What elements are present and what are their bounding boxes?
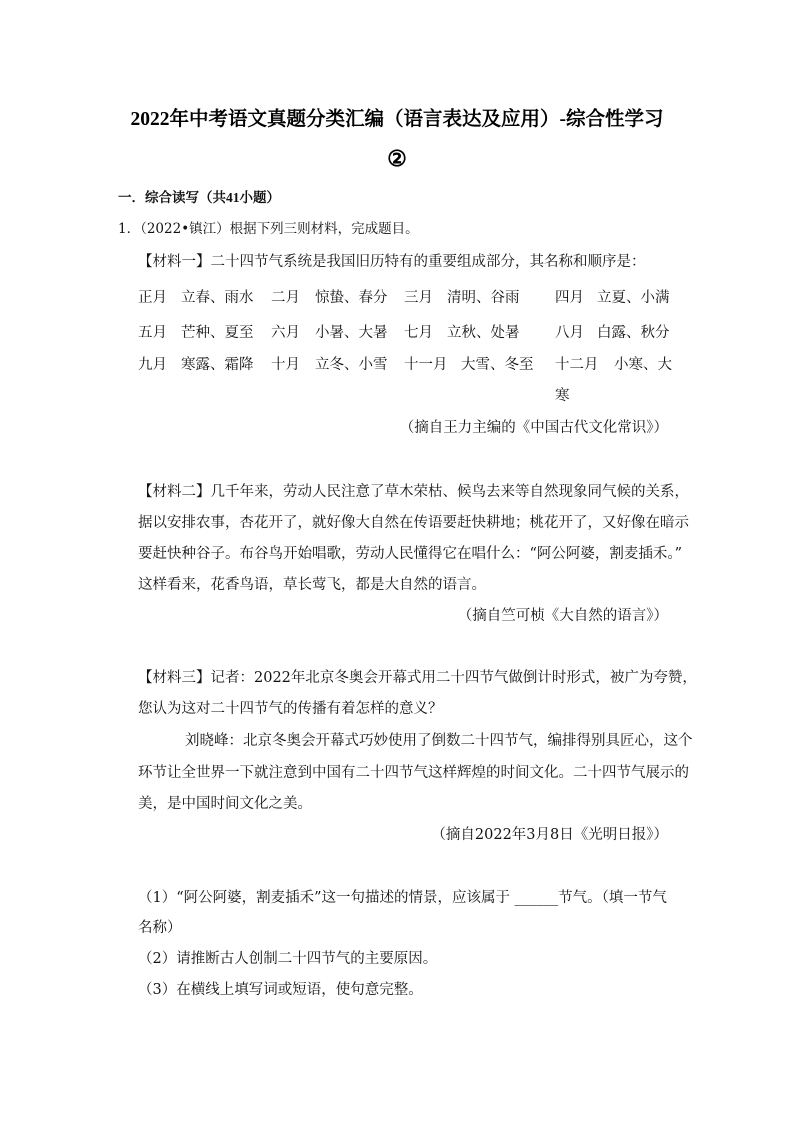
month-cell: 十二月 (555, 357, 599, 373)
document-title: 2022年中考语文真题分类汇编（语言表达及应用）-综合性学习 (130, 109, 664, 130)
question-intro: 1．（2022•镇江）根据下列三则材料，完成题目。 (118, 221, 419, 237)
material-three-line: 环节让全世界一下就注意到中国有二十四节气这样辉煌的时间文化。二十四节气展示的 (138, 765, 689, 781)
month-cell: 七月 (404, 325, 433, 341)
terms-cell: 清明、谷雨 (447, 290, 520, 306)
sub-question-1: （1）“阿公阿婆，割麦插禾”这一句描述的情景，应该属于 ______节气。（填一节气 (138, 890, 667, 906)
material-three-line: 【材料三】记者：2022年北京冬奥会开幕式用二十四节气做倒计时形式，被广为夸赞， (138, 670, 697, 686)
month-cell: 九月 (138, 357, 167, 373)
terms-cell: 立冬、小雪 (315, 357, 388, 373)
terms-cell: 小暑、大暑 (315, 325, 388, 341)
month-cell: 十月 (271, 357, 300, 373)
material-two-source: （摘自竺可桢《大自然的语言》） (457, 608, 668, 624)
month-cell: 五月 (138, 325, 167, 341)
terms-cell: 立秋、处暑 (447, 325, 520, 341)
material-two-line: 据以安排农事，杏花开了，就好像大自然在传语要赶快耕地；桃花开了，又好像在暗示 (138, 515, 689, 531)
document-title-number: ② (387, 146, 407, 171)
section-heading: 一．综合读写（共41小题） (118, 190, 280, 205)
material-three-source: （摘自2022年3月8日《光明日报》） (431, 827, 668, 843)
terms-cell-wrap: 寒 (555, 388, 570, 404)
material-three-line: 美，是中国时间文化之美。 (138, 796, 312, 812)
month-cell: 六月 (271, 325, 300, 341)
sub-question-3: （3）在横线上填写词或短语，使句意完整。 (138, 982, 423, 998)
month-cell: 三月 (404, 290, 433, 306)
terms-cell: 芒种、夏至 (181, 325, 254, 341)
terms-cell: 立夏、小满 (597, 290, 670, 306)
material-three-line: 您认为这对二十四节气的传播有着怎样的意义？ (138, 701, 443, 717)
month-cell: 八月 (555, 325, 584, 341)
terms-cell: 寒露、霜降 (181, 357, 254, 373)
terms-cell: 小寒、大 (614, 357, 672, 373)
sub-question-2: （2）请推断古人创制二十四节气的主要原因。 (138, 951, 438, 967)
terms-cell: 惊蛰、春分 (315, 290, 388, 306)
sub-question-1-wrap: 名称） (138, 920, 182, 936)
month-cell: 二月 (271, 290, 300, 306)
material-three-line: 刘晓峰：北京冬奥会开幕式巧妙使用了倒数二十四节气，编排得别具匠心，这个 (185, 733, 693, 749)
material-two-line: 【材料二】几千年来，劳动人民注意了草木荣枯、候鸟去来等自然现象同气候的关系， (138, 484, 689, 500)
material-one-source: （摘自王力主编的《中国古代文化常识》） (399, 420, 668, 436)
terms-cell: 立春、雨水 (181, 290, 254, 306)
terms-cell: 大雪、冬至 (461, 357, 534, 373)
month-cell: 十一月 (404, 357, 448, 373)
material-one-text: 【材料一】二十四节气系统是我国旧历特有的重要组成部分，其名称和顺序是： (138, 254, 646, 270)
material-two-line: 这样看来，花香鸟语，草长莺飞，都是大自然的语言。 (138, 577, 486, 593)
terms-cell: 白露、秋分 (597, 325, 670, 341)
month-cell: 四月 (555, 290, 584, 306)
month-cell: 正月 (138, 290, 167, 306)
material-two-line: 要赶快种谷子。布谷鸟开始唱歌，劳动人民懂得它在唱什么：“阿公阿婆，割麦插禾。” (138, 546, 683, 562)
